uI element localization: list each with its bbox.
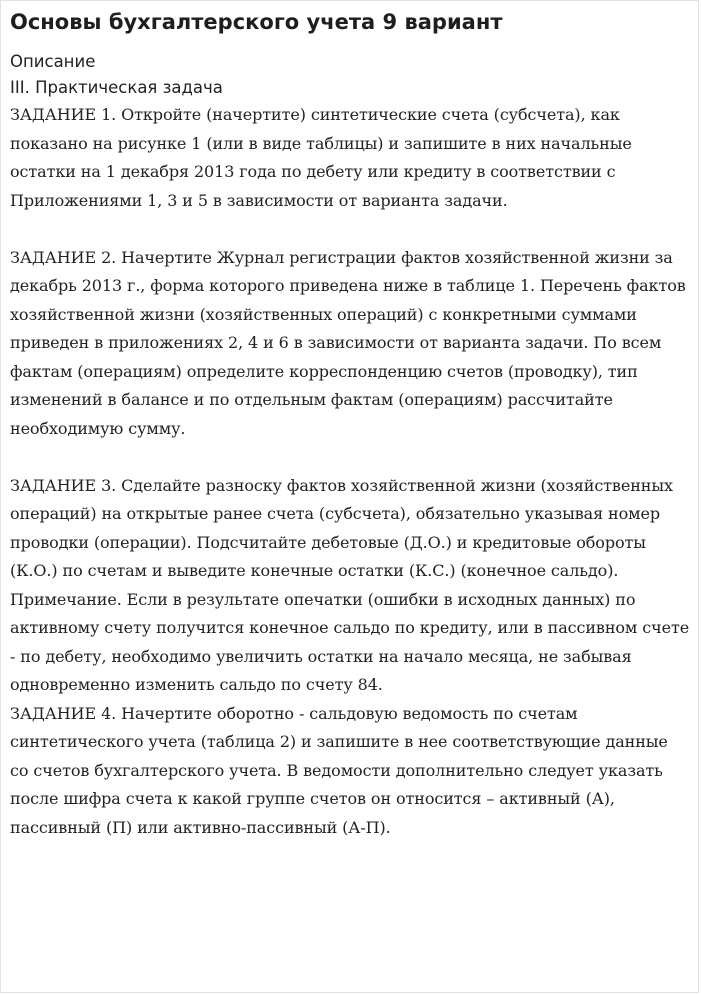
- paragraph-gap: [10, 215, 690, 244]
- description-label: Описание: [10, 52, 96, 71]
- task-4-paragraph: ЗАДАНИЕ 4. Начертите оборотно - сальдовую ведомость по счетам синтетического учета (таблица 2) и запишите в нее соответствующие данные со счетов бухгалтерского учета. В ведомости дополнительно следует указать после шифра счета к какой группе счетов он относится – активный (А), пассивный (П) или активно-пассивный (А-П).: [10, 703, 668, 837]
- task-3-paragraph: ЗАДАНИЕ 3. Сделайте разноску фактов хозяйственной жизни (хозяйственных операций) на открытые ранее счета (субсчета), обязательно указывая номер проводки (операции). Подсчитайте дебетовые (Д.О.) и кредитовые обороты (К.О.) по счетам и выведите конечные остатки (К.С.) (конечное сальдо).: [10, 475, 673, 580]
- task-2-paragraph: ЗАДАНИЕ 2. Начертите Журнал регистрации фактов хозяйственной жизни за декабрь 2013 г., форма которого приведена ниже в таблице 1. Перечень фактов хозяйственной жизни (хозяйственных операций) с конкретными суммами приведен в приложениях 2, 4 и 6 в зависимости от варианта задачи. По всем фактам (операциям) определите корреспонденцию счетов (проводку), тип изменений в балансе и по отдельным фактам (операциям) рассчитайте необходимую сумму.: [10, 247, 686, 438]
- task-1-paragraph: ЗАДАНИЕ 1. Откройте (начертите) синтетические счета (субсчета), как показано на рисунке 1 (или в виде таблицы) и запишите в них начальные остатки на 1 декабря 2013 года по дебету или кредиту в соответствии с Приложениями 1, 3 и 5 в зависимости от варианта задачи.: [10, 105, 632, 210]
- paragraph-gap: [10, 443, 690, 472]
- note-paragraph: Примечание. Если в результате опечатки (ошибки в исходных данных) по активному счету получится конечное сальдо по кредиту, или в пассивном счете - по дебету, необходимо увеличить остатки на начало месяца, не забывая одновременно изменить сальдо по счету 84.: [10, 589, 690, 694]
- page-title: Основы бухгалтерского учета 9 вариант: [10, 10, 503, 34]
- section-heading: III. Практическая задача: [10, 78, 223, 97]
